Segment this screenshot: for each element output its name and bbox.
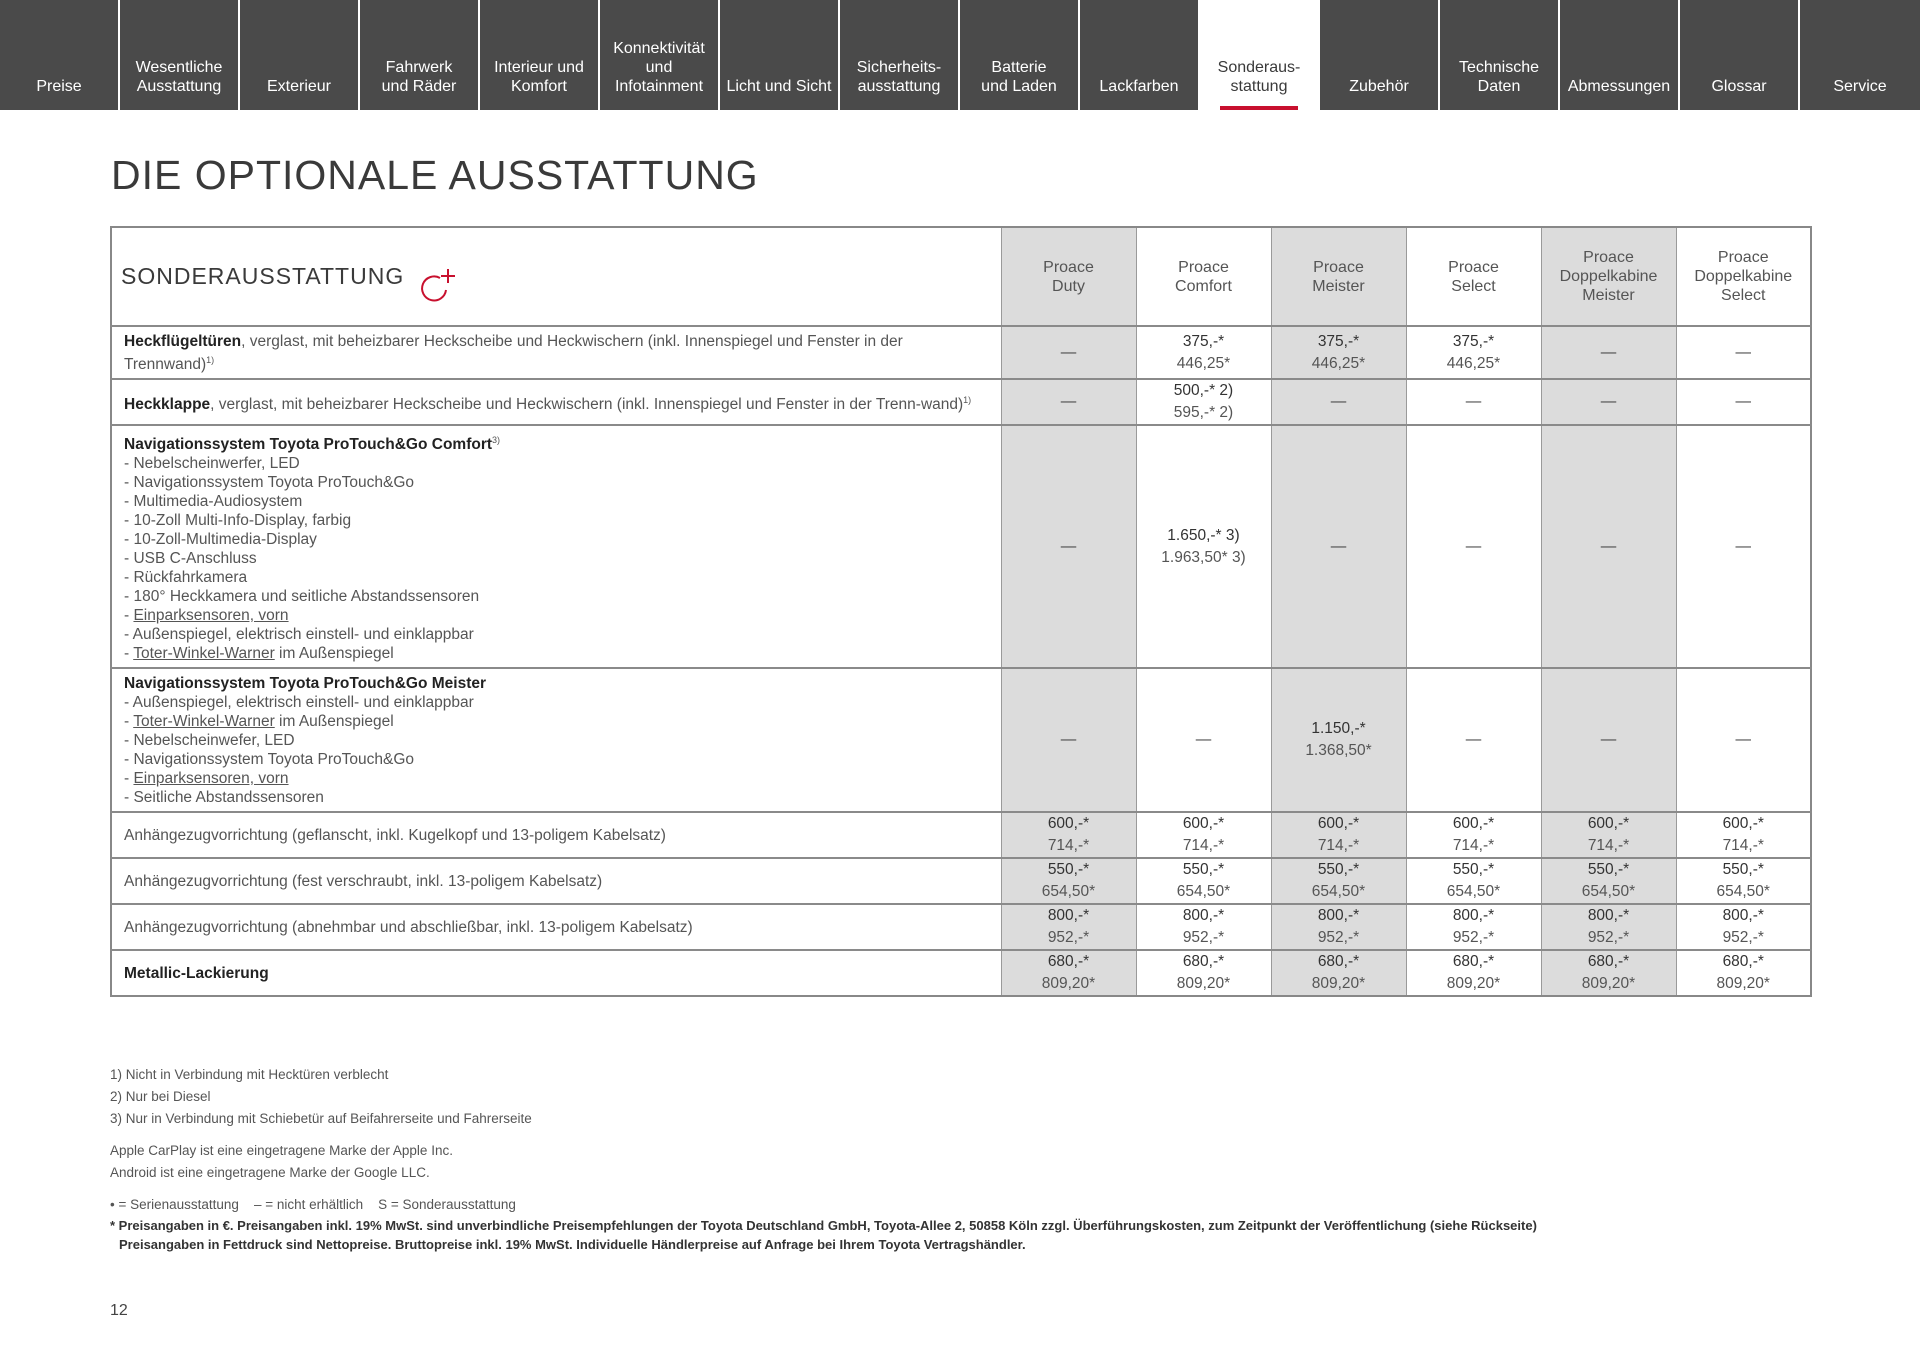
gross-price: 809,20*	[1446, 975, 1501, 993]
price-cell	[1676, 326, 1811, 379]
price-cell	[1271, 904, 1406, 950]
net-price: 500,-* 2)	[1173, 382, 1234, 400]
net-price: 1.650,-* 3)	[1167, 526, 1240, 544]
footnote-3: 3) Nur in Verbindung mit Schiebetür auf Beifahrerseite und Fahrerseite	[110, 1111, 532, 1126]
row-feature-item: - USB C-Anschluss	[124, 550, 257, 568]
not-available-dash: —	[1330, 537, 1347, 555]
price-cell	[1001, 858, 1136, 904]
nav-tab-0[interactable]: Preise	[0, 0, 118, 110]
nav-tab-13[interactable]: Abmessungen	[1560, 0, 1678, 110]
column-header-3: Proace Select	[1406, 227, 1541, 326]
gross-price: 809,20*	[1716, 975, 1770, 993]
gross-price: 952,-*	[1452, 929, 1495, 947]
row-title: Metallic-Lackierung	[124, 965, 269, 983]
not-available-dash: —	[1060, 393, 1077, 411]
price-cell	[1541, 950, 1676, 996]
options-table	[110, 226, 1812, 997]
not-available-dash: —	[1060, 343, 1077, 361]
legend-note: • = Serienausstattung – = nicht erhältlich S = Sonderausstattung	[110, 1197, 516, 1212]
row-title: Navigationssystem Toyota ProTouch&Go Comfort	[124, 436, 493, 454]
row-feature-item: - Außenspiegel, elektrisch einstell- und einklappbar	[124, 626, 474, 644]
row-description	[111, 812, 1001, 858]
price-cell	[1136, 326, 1271, 379]
price-cell	[1406, 950, 1541, 996]
net-price: 550,-*	[1047, 861, 1090, 879]
gross-price: 809,20*	[1041, 975, 1096, 993]
table-row	[111, 812, 1811, 858]
row-feature-item: - Navigationssystem Toyota ProTouch&Go	[124, 751, 415, 769]
price-cell	[1676, 858, 1811, 904]
gross-price: 654,50*	[1176, 883, 1231, 901]
net-price: 800,-*	[1317, 907, 1360, 925]
price-cell	[1001, 950, 1136, 996]
nav-tab-7[interactable]: Sicherheits- ausstattung	[840, 0, 958, 110]
price-cell	[1406, 668, 1541, 812]
gross-price: 714,-*	[1182, 837, 1225, 855]
column-header-1: Proace Comfort	[1136, 227, 1271, 326]
row-title: Heckklappe	[124, 396, 211, 414]
row-feature-item: - Rückfahrkamera	[124, 569, 248, 587]
net-price: 550,-*	[1317, 861, 1360, 879]
not-available-dash: —	[1465, 731, 1482, 749]
price-cell	[1541, 379, 1676, 425]
price-cell	[1001, 904, 1136, 950]
trademark-android: Android ist eine eingetragene Marke der Google LLC.	[110, 1165, 430, 1180]
not-available-dash: —	[1465, 393, 1482, 411]
table-row	[111, 425, 1811, 668]
net-price: 600,-*	[1317, 815, 1360, 833]
net-price: 600,-*	[1587, 815, 1630, 833]
price-cell	[1676, 812, 1811, 858]
row-footnote-ref: 1)	[963, 395, 972, 406]
nav-tab-9[interactable]: Lackfarben	[1080, 0, 1198, 110]
not-available-dash: —	[1195, 731, 1212, 749]
price-cell	[1136, 858, 1271, 904]
table-row	[111, 858, 1811, 904]
row-text: Anhängezugvorrichtung (fest verschraubt, inkl. 13-poligem Kabelsatz)	[124, 873, 603, 891]
price-cell	[1406, 812, 1541, 858]
price-cell	[1676, 379, 1811, 425]
gross-price: 714,-*	[1317, 837, 1360, 855]
row-feature-item: - Nebelscheinwefer, LED	[124, 732, 295, 750]
not-available-dash: —	[1600, 393, 1617, 411]
nav-tab-15[interactable]: Service	[1800, 0, 1920, 110]
gross-price: 446,25*	[1311, 354, 1366, 372]
net-price: 680,-*	[1047, 953, 1090, 971]
table-header-label-cell	[111, 227, 1001, 326]
net-price: 800,-*	[1182, 907, 1225, 925]
net-price: 375,-*	[1317, 332, 1360, 350]
nav-tab-11[interactable]: Zubehör	[1320, 0, 1438, 110]
net-price: 600,-*	[1047, 815, 1090, 833]
price-cell	[1406, 379, 1541, 425]
table-header-label: SONDERAUSSTATTUNG	[121, 263, 405, 289]
row-description	[111, 950, 1001, 996]
row-description	[111, 425, 1001, 668]
gross-price: 1.368,50*	[1305, 742, 1372, 760]
gross-price: 714,-*	[1452, 837, 1495, 855]
nav-tab-1[interactable]: Wesentliche Ausstattung	[120, 0, 238, 110]
not-available-dash: —	[1600, 537, 1617, 555]
row-feature-item: - 10-Zoll-Multimedia-Display	[124, 531, 317, 549]
price-cell	[1271, 668, 1406, 812]
net-price: 550,-*	[1182, 861, 1225, 879]
row-feature-item: - Multimedia-Audiosystem	[124, 493, 303, 511]
gross-price: 1.963,50* 3)	[1161, 548, 1246, 566]
not-available-dash: —	[1060, 731, 1077, 749]
not-available-dash: —	[1735, 343, 1751, 361]
net-price: 600,-*	[1452, 815, 1495, 833]
net-price: 800,-*	[1722, 907, 1764, 925]
price-note-1: * Preisangaben in €. Preisangaben inkl. 19% MwSt. sind unverbindliche Preisempfehlungen der Toyota Deutschland GmbH, Toyota-Allee 2, 50858 Köln zzgl. Überführungskosten, zum Zeitpunkt der Veröffentlichung (siehe Rückseite)	[110, 1218, 1537, 1233]
gross-price: 809,20*	[1581, 975, 1636, 993]
price-cell	[1271, 858, 1406, 904]
table-row	[111, 904, 1811, 950]
row-title: Heckflügeltüren	[124, 333, 242, 350]
row-feature-item: - Toter-Winkel-Warner im Außenspiegel	[124, 645, 394, 663]
gross-price: 654,50*	[1446, 883, 1501, 901]
gross-price: 654,50*	[1041, 883, 1096, 901]
row-title: Navigationssystem Toyota ProTouch&Go Meister	[124, 675, 487, 693]
nav-tab-6[interactable]: Licht und Sicht	[720, 0, 838, 110]
net-price: 680,-*	[1587, 953, 1630, 971]
row-feature-item: - Navigationssystem Toyota ProTouch&Go	[124, 474, 415, 492]
gross-price: 952,-*	[1182, 929, 1225, 947]
option-plus-icon	[418, 247, 458, 306]
row-feature-item: - Einparksensoren, vorn	[124, 607, 289, 625]
not-available-dash: —	[1600, 731, 1617, 749]
net-price: 680,-*	[1452, 953, 1495, 971]
row-description	[111, 904, 1001, 950]
price-cell	[1001, 326, 1136, 379]
top-navigation	[0, 0, 1920, 110]
gross-price: 654,50*	[1311, 883, 1366, 901]
footnotes	[110, 1064, 1537, 1254]
gross-price: 952,-*	[1317, 929, 1360, 947]
net-price: 600,-*	[1182, 815, 1225, 833]
price-cell	[1406, 326, 1541, 379]
price-cell	[1136, 425, 1271, 668]
column-header-0: Proace Duty	[1001, 227, 1136, 326]
row-feature-item: - Außenspiegel, elektrisch einstell- und einklappbar	[124, 694, 474, 712]
price-cell	[1676, 904, 1811, 950]
price-cell	[1676, 950, 1811, 996]
gross-price: 654,50*	[1716, 883, 1770, 901]
not-available-dash: —	[1735, 537, 1751, 555]
net-price: 550,-*	[1452, 861, 1495, 879]
page-title: DIE OPTIONALE AUSSTATTUNG	[111, 152, 759, 198]
gross-price: 714,-*	[1722, 837, 1764, 855]
table-row	[111, 326, 1811, 379]
nav-tab-2[interactable]: Exterieur	[240, 0, 358, 110]
row-description	[111, 858, 1001, 904]
row-description	[111, 379, 1001, 425]
price-cell	[1541, 904, 1676, 950]
price-cell	[1271, 326, 1406, 379]
price-cell	[1001, 812, 1136, 858]
row-feature-item: - Seitliche Abstandssensoren	[124, 789, 324, 807]
row-feature-item: - 10-Zoll Multi-Info-Display, farbig	[124, 512, 352, 530]
column-header-2: Proace Meister	[1271, 227, 1406, 326]
price-note-2: Preisangaben in Fettdruck sind Nettopreise. Bruttopreise inkl. 19% MwSt. Individuelle Händlerpreise auf Anfrage bei Ihrem Toyota Vertragshändler.	[119, 1237, 1026, 1252]
net-price: 600,-*	[1722, 815, 1764, 833]
price-cell	[1541, 326, 1676, 379]
row-text: , verglast, mit beheizbarer Heckscheibe und Heckwischern (inkl. Innenspiegel und Fenster in der Trennwand)	[124, 333, 903, 374]
net-price: 1.150,-*	[1311, 720, 1366, 738]
row-footnote-ref: 1)	[206, 355, 215, 365]
footnote-2: 2) Nur bei Diesel	[110, 1089, 211, 1104]
gross-price: 446,25*	[1176, 354, 1231, 372]
nav-tab-14[interactable]: Glossar	[1680, 0, 1798, 110]
price-cell	[1001, 425, 1136, 668]
price-cell	[1406, 425, 1541, 668]
page-number: 12	[110, 1302, 128, 1319]
net-price: 680,-*	[1722, 953, 1764, 971]
price-cell	[1541, 812, 1676, 858]
price-cell	[1406, 904, 1541, 950]
gross-price: 952,-*	[1587, 929, 1630, 947]
column-header-4: Proace Doppelkabine Meister	[1541, 227, 1676, 326]
price-cell	[1541, 668, 1676, 812]
footnote-1: 1) Nicht in Verbindung mit Hecktüren verblecht	[110, 1067, 389, 1082]
row-description	[111, 668, 1001, 812]
nav-tab-3[interactable]: Fahrwerk und Räder	[360, 0, 478, 110]
gross-price: 809,20*	[1311, 975, 1366, 993]
row-text: Anhängezugvorrichtung (abnehmbar und abschließbar, inkl. 13-poligem Kabelsatz)	[124, 919, 693, 937]
table-row	[111, 950, 1811, 996]
row-footnote-ref: 3)	[492, 435, 501, 446]
table-row	[111, 668, 1811, 812]
price-cell	[1001, 668, 1136, 812]
price-cell	[1541, 425, 1676, 668]
nav-tab-8[interactable]: Batterie und Laden	[960, 0, 1078, 110]
price-cell	[1676, 668, 1811, 812]
gross-price: 654,50*	[1581, 883, 1636, 901]
price-cell	[1271, 812, 1406, 858]
price-cell	[1136, 812, 1271, 858]
row-text: Anhängezugvorrichtung (geflanscht, inkl. Kugelkopf und 13-poligem Kabelsatz)	[124, 827, 666, 845]
table-row	[111, 379, 1811, 425]
row-feature-item: - Toter-Winkel-Warner im Außenspiegel	[124, 713, 394, 731]
not-available-dash: —	[1465, 537, 1482, 555]
price-cell	[1136, 379, 1271, 425]
gross-price: 952,-*	[1047, 929, 1090, 947]
gross-price: 952,-*	[1722, 929, 1764, 947]
nav-tab-12[interactable]: Technische Daten	[1440, 0, 1558, 110]
column-header-5: Proace Doppelkabine Select	[1676, 227, 1811, 326]
nav-tab-10[interactable]: Sonderaus- stattung	[1200, 0, 1318, 110]
row-feature-item: - 180° Heckkamera und seitliche Abstandssensoren	[124, 588, 480, 606]
price-cell	[1271, 379, 1406, 425]
gross-price: 595,-* 2)	[1173, 404, 1234, 422]
price-cell	[1271, 425, 1406, 668]
net-price: 550,-*	[1722, 861, 1764, 879]
not-available-dash: —	[1735, 731, 1751, 749]
nav-tab-5[interactable]: Konnektivität und Infotainment	[600, 0, 718, 110]
price-cell	[1001, 379, 1136, 425]
price-cell	[1541, 858, 1676, 904]
not-available-dash: —	[1735, 393, 1751, 411]
row-feature-item: - Nebelscheinwerfer, LED	[124, 455, 300, 473]
not-available-dash: —	[1600, 343, 1617, 361]
row-feature-item: - Einparksensoren, vorn	[124, 770, 289, 788]
price-cell	[1136, 668, 1271, 812]
gross-price: 809,20*	[1176, 975, 1231, 993]
net-price: 375,-*	[1452, 332, 1495, 350]
net-price: 680,-*	[1317, 953, 1360, 971]
net-price: 800,-*	[1452, 907, 1495, 925]
not-available-dash: —	[1330, 393, 1347, 411]
net-price: 680,-*	[1182, 953, 1225, 971]
net-price: 550,-*	[1587, 861, 1630, 879]
gross-price: 714,-*	[1587, 837, 1630, 855]
net-price: 375,-*	[1182, 332, 1225, 350]
gross-price: 446,25*	[1446, 354, 1501, 372]
price-cell	[1676, 425, 1811, 668]
price-cell	[1136, 950, 1271, 996]
price-cell	[1136, 904, 1271, 950]
price-cell	[1406, 858, 1541, 904]
gross-price: 714,-*	[1047, 837, 1090, 855]
row-description	[111, 326, 1001, 379]
net-price: 800,-*	[1047, 907, 1090, 925]
row-text: , verglast, mit beheizbarer Heckscheibe und Heckwischern (inkl. Innenspiegel und Fenster in der Trenn-wand)	[210, 396, 964, 414]
price-cell	[1271, 950, 1406, 996]
not-available-dash: —	[1060, 537, 1077, 555]
net-price: 800,-*	[1587, 907, 1630, 925]
table-header-row	[111, 227, 1811, 326]
options-table-wrapper	[110, 226, 1811, 997]
nav-tab-4[interactable]: Interieur und Komfort	[480, 0, 598, 110]
trademark-apple: Apple CarPlay ist eine eingetragene Marke der Apple Inc.	[110, 1143, 453, 1158]
